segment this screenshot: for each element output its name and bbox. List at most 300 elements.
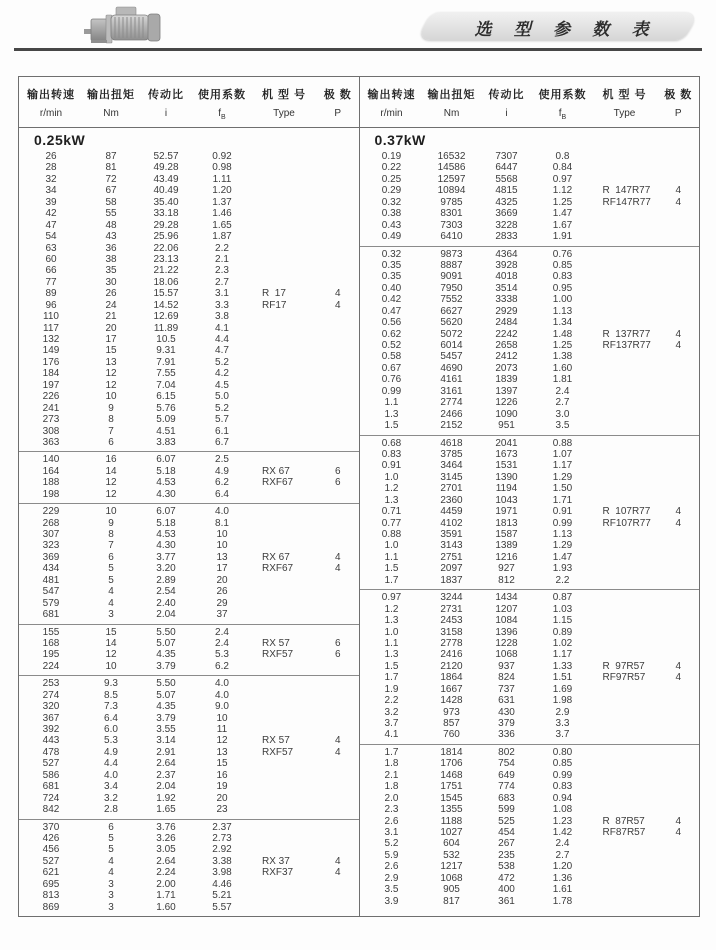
cell-ratio: 3514 xyxy=(495,282,518,294)
cell-type xyxy=(251,489,317,500)
cell-type: RXF67 xyxy=(262,477,294,489)
cell-poles: 4 xyxy=(675,196,682,208)
cell-ratio: 336 xyxy=(498,729,515,741)
cell-output-speed: 547 xyxy=(42,586,60,598)
cell-ratio: 1531 xyxy=(495,460,518,472)
cell-ratio: 1.71 xyxy=(156,890,176,902)
cell-output-torque: 6 xyxy=(108,551,114,563)
table-row xyxy=(19,627,359,638)
table-row xyxy=(19,804,359,815)
cell-service-factor: 0.84 xyxy=(552,162,573,174)
cell-type xyxy=(251,701,317,712)
cell-poles xyxy=(658,540,700,551)
table-row xyxy=(360,850,700,861)
cell-output-speed: 164 xyxy=(42,465,60,477)
cell-poles: 4 xyxy=(334,288,341,300)
cell-output-torque: 5 xyxy=(108,563,114,575)
table-row xyxy=(360,506,700,517)
cell-type xyxy=(251,586,317,597)
cell-output-torque: 1814 xyxy=(440,746,463,758)
cell-poles xyxy=(658,838,700,849)
cell-service-factor: 0.80 xyxy=(552,746,573,758)
cell-service-factor: 0.94 xyxy=(552,792,573,804)
cell-ratio: 1587 xyxy=(495,529,518,540)
cell-output-speed: 308 xyxy=(42,425,60,437)
cell-type xyxy=(592,770,658,781)
cell-ratio: 631 xyxy=(498,695,515,707)
header-rule xyxy=(14,48,702,51)
table-row xyxy=(360,283,700,294)
cell-poles xyxy=(317,890,359,901)
cell-output-speed: 0.77 xyxy=(381,517,402,529)
cell-poles xyxy=(658,707,700,718)
cell-output-speed: 2.3 xyxy=(384,804,399,816)
table-row xyxy=(19,380,359,391)
cell-poles xyxy=(658,758,700,769)
table-row xyxy=(19,822,359,833)
cell-output-torque: 1667 xyxy=(440,683,463,695)
cell-poles xyxy=(317,231,359,242)
cell-poles xyxy=(317,185,359,196)
cell-type xyxy=(251,174,317,185)
cell-type xyxy=(592,884,658,895)
cell-poles xyxy=(658,495,700,506)
cell-service-factor: 0.98 xyxy=(212,162,232,174)
cell-output-torque: 7 xyxy=(108,540,114,552)
table-row xyxy=(360,672,700,683)
cell-poles xyxy=(317,518,359,529)
cell-output-torque: 5 xyxy=(108,844,114,856)
cell-ratio: 538 xyxy=(498,861,515,873)
cell-output-speed: 0.99 xyxy=(381,385,402,397)
cell-ratio: 3.77 xyxy=(156,551,176,563)
cell-output-torque: 67 xyxy=(105,185,117,197)
cell-ratio: 1.65 xyxy=(156,804,176,816)
cell-type xyxy=(592,747,658,758)
cell-output-torque: 3 xyxy=(108,878,114,890)
cell-output-torque: 9091 xyxy=(440,271,463,283)
cell-output-torque: 3 xyxy=(108,901,114,913)
cell-service-factor: 1.20 xyxy=(552,861,573,873)
cell-ratio: 1090 xyxy=(495,408,518,420)
cell-ratio: 2.91 xyxy=(156,746,176,758)
cell-service-factor: 5.21 xyxy=(212,890,232,902)
table-row xyxy=(19,185,359,196)
cell-ratio: 35.40 xyxy=(153,196,179,208)
cell-service-factor: 2.1 xyxy=(215,253,229,265)
cell-output-speed: 0.32 xyxy=(381,196,402,208)
cell-poles xyxy=(658,294,700,305)
cell-service-factor: 1.23 xyxy=(552,815,573,827)
table-row xyxy=(19,879,359,890)
cell-ratio: 6447 xyxy=(495,162,518,174)
table-row xyxy=(19,649,359,660)
cell-output-speed: 110 xyxy=(43,311,59,323)
cell-ratio: 2.00 xyxy=(156,878,176,890)
cell-ratio: 2.89 xyxy=(156,574,176,586)
cell-service-factor: 10 xyxy=(216,712,228,724)
cell-output-torque: 12 xyxy=(105,649,117,661)
cell-output-torque: 6627 xyxy=(440,305,463,317)
cell-output-speed: 307 xyxy=(42,529,60,540)
table-row xyxy=(19,856,359,867)
cell-type xyxy=(592,495,658,506)
cell-output-torque: 7950 xyxy=(440,282,463,294)
cell-output-torque: 905 xyxy=(443,884,460,896)
cell-ratio: 23.13 xyxy=(153,253,179,265)
cell-ratio: 12.69 xyxy=(153,311,179,323)
table-row xyxy=(19,311,359,322)
cell-poles xyxy=(317,437,359,448)
table-row xyxy=(360,294,700,305)
cell-ratio: 802 xyxy=(498,746,515,758)
table-row xyxy=(19,735,359,746)
cell-output-torque: 1188 xyxy=(440,815,463,827)
cell-ratio: 5.50 xyxy=(156,678,176,690)
cell-type xyxy=(592,793,658,804)
table-row xyxy=(360,770,700,781)
cell-poles xyxy=(317,833,359,844)
cell-type xyxy=(592,386,658,397)
cell-type xyxy=(592,231,658,242)
cell-ratio: 7.91 xyxy=(156,356,176,368)
table-row xyxy=(360,249,700,260)
cell-service-factor: 1.37 xyxy=(212,196,232,208)
table-row xyxy=(360,758,700,769)
cell-output-torque: 6410 xyxy=(440,231,463,243)
cell-type xyxy=(592,627,658,638)
cell-service-factor: 2.4 xyxy=(555,838,570,850)
cell-output-torque: 10 xyxy=(105,506,117,518)
cell-output-torque: 7 xyxy=(108,425,114,437)
cell-ratio: 1971 xyxy=(495,506,518,518)
cell-service-factor: 2.7 xyxy=(555,397,570,409)
cell-service-factor: 11 xyxy=(216,724,228,735)
cell-type xyxy=(251,437,317,448)
table-row xyxy=(360,306,700,317)
cell-type xyxy=(592,208,658,219)
table-section xyxy=(19,675,359,818)
cell-service-factor: 2.3 xyxy=(215,265,229,277)
cell-poles xyxy=(317,713,359,724)
cell-ratio: 3.76 xyxy=(156,821,176,833)
cell-ratio: 1226 xyxy=(495,397,518,409)
cell-output-speed: 140 xyxy=(42,454,60,466)
table-row xyxy=(19,758,359,769)
cell-poles xyxy=(658,271,700,282)
cell-type xyxy=(592,804,658,815)
cell-output-torque: 4459 xyxy=(440,506,463,518)
cell-type xyxy=(592,707,658,718)
table-row xyxy=(360,151,700,162)
cell-output-speed: 869 xyxy=(42,901,60,913)
cell-type xyxy=(592,529,658,540)
cell-type xyxy=(251,713,317,724)
cell-type xyxy=(251,220,317,231)
cell-output-torque: 87 xyxy=(105,151,117,162)
cell-type xyxy=(592,472,658,483)
table-section xyxy=(360,246,700,435)
cell-ratio: 7.04 xyxy=(156,379,176,391)
cell-service-factor: 4.46 xyxy=(212,878,232,890)
cell-poles xyxy=(658,249,700,260)
cell-ratio: 22.06 xyxy=(153,242,179,254)
power-label-037kw: 0.37kW xyxy=(374,132,426,148)
cell-output-torque: 1751 xyxy=(440,781,463,793)
cell-type xyxy=(251,403,317,414)
table-row xyxy=(360,884,700,895)
cell-poles xyxy=(658,873,700,884)
header-service-factor: 使用系数 $f_B$ xyxy=(538,89,587,121)
cell-poles: 6 xyxy=(334,465,341,477)
cell-output-torque: 3143 xyxy=(440,540,463,552)
cell-output-torque: 604 xyxy=(443,838,460,850)
cell-type: RF87R57 xyxy=(602,826,646,838)
cell-output-speed: 0.68 xyxy=(381,437,402,449)
sections-037kw xyxy=(360,149,700,910)
cell-type: R 137R77 xyxy=(602,328,651,340)
cell-type xyxy=(251,770,317,781)
cell-service-factor: 10 xyxy=(216,529,228,540)
cell-poles xyxy=(658,781,700,792)
cell-output-speed: 3.1 xyxy=(384,826,399,838)
cell-service-factor: 3.1 xyxy=(215,288,229,300)
cell-ratio: 2658 xyxy=(495,340,518,351)
cell-service-factor: 5.0 xyxy=(215,391,229,403)
cell-output-torque: 43 xyxy=(105,231,117,243)
cell-type xyxy=(592,540,658,551)
cell-output-speed: 813 xyxy=(42,890,60,902)
column-header xyxy=(360,77,700,128)
cell-output-speed: 481 xyxy=(42,574,60,586)
cell-type xyxy=(251,311,317,322)
cell-output-speed: 4.1 xyxy=(384,729,399,741)
cell-output-torque: 3 xyxy=(108,890,114,902)
cell-poles xyxy=(658,729,700,740)
cell-output-speed: 0.19 xyxy=(381,151,402,162)
cell-output-torque: 7303 xyxy=(440,219,463,231)
cell-output-torque: 8301 xyxy=(440,208,463,220)
cell-service-factor: 1.47 xyxy=(552,551,573,563)
cell-ratio: 824 xyxy=(498,672,515,684)
cell-output-speed: 26 xyxy=(45,151,57,162)
cell-poles xyxy=(317,265,359,276)
cell-output-speed: 0.35 xyxy=(381,271,402,283)
cell-output-speed: 0.58 xyxy=(381,351,402,363)
cell-output-torque: 4161 xyxy=(440,374,463,386)
cell-type xyxy=(251,334,317,345)
cell-output-speed: 1.0 xyxy=(384,626,399,638)
cell-output-speed: 28 xyxy=(45,162,57,174)
table-row xyxy=(19,403,359,414)
cell-service-factor: 2.7 xyxy=(555,849,570,861)
cell-ratio: 2.54 xyxy=(156,586,176,598)
table-row xyxy=(360,162,700,173)
cell-output-torque: 3464 xyxy=(440,460,463,472)
cell-type xyxy=(251,690,317,701)
cell-type xyxy=(592,483,658,494)
cell-type xyxy=(592,306,658,317)
cell-ratio: 649 xyxy=(498,769,515,781)
cell-type xyxy=(251,277,317,288)
cell-output-torque: 2416 xyxy=(440,649,463,661)
table-row xyxy=(360,409,700,420)
cell-service-factor: 1.07 xyxy=(552,448,573,460)
cell-output-speed: 274 xyxy=(42,689,60,701)
cell-ratio: 599 xyxy=(498,804,515,816)
table-row xyxy=(19,220,359,231)
cell-service-factor: 1.67 xyxy=(552,219,573,231)
cell-poles xyxy=(658,231,700,242)
cell-output-torque: 5 xyxy=(108,832,114,844)
cell-service-factor: 37 xyxy=(216,609,228,621)
cell-ratio: 4018 xyxy=(495,271,518,283)
cell-output-speed: 63 xyxy=(45,242,57,254)
cell-output-speed: 5.2 xyxy=(384,838,399,850)
gearbox xyxy=(91,19,108,41)
table-row xyxy=(19,265,359,276)
cell-ratio: 3.20 xyxy=(156,563,176,575)
cell-ratio: 4.35 xyxy=(156,649,176,661)
cell-output-torque: 1068 xyxy=(440,872,463,884)
table-section xyxy=(360,744,700,910)
cell-type: R 147R77 xyxy=(602,185,651,197)
cell-output-speed: 3.7 xyxy=(384,718,399,729)
cell-service-factor: 1.20 xyxy=(212,185,232,197)
cell-service-factor: 1.29 xyxy=(552,471,573,483)
cell-service-factor: 1.98 xyxy=(552,695,573,707)
table-row xyxy=(19,477,359,488)
cell-service-factor: 1.91 xyxy=(552,231,573,243)
cell-type xyxy=(592,174,658,185)
cell-output-torque: 8.5 xyxy=(104,689,118,701)
cell-ratio: 267 xyxy=(498,838,515,850)
cell-service-factor: 2.2 xyxy=(555,574,570,586)
cell-service-factor: 1.38 xyxy=(552,351,573,363)
cell-output-speed: 1.7 xyxy=(384,574,399,586)
cell-output-torque: 5457 xyxy=(440,351,463,363)
cell-output-speed: 0.56 xyxy=(381,317,402,329)
cell-poles xyxy=(658,483,700,494)
cell-ratio: 1.60 xyxy=(156,901,176,913)
cell-type xyxy=(592,552,658,563)
cell-output-torque: 6.4 xyxy=(104,712,118,724)
cell-output-speed: 320 xyxy=(42,701,60,713)
cell-type xyxy=(592,260,658,271)
cell-ratio: 2412 xyxy=(495,351,518,363)
cell-service-factor: 2.5 xyxy=(215,454,229,466)
cell-service-factor: 1.34 xyxy=(552,317,573,329)
cell-poles: 6 xyxy=(334,477,341,489)
cell-output-torque: 35 xyxy=(105,265,117,277)
cell-poles xyxy=(317,208,359,219)
cell-service-factor: 5.57 xyxy=(212,901,232,913)
table-section xyxy=(19,149,359,451)
cell-service-factor: 4.0 xyxy=(215,506,229,518)
cell-type xyxy=(251,254,317,265)
cell-ratio: 737 xyxy=(498,683,515,695)
cell-output-torque: 20 xyxy=(105,322,117,334)
cell-ratio: 49.28 xyxy=(153,162,179,174)
table-section xyxy=(360,435,700,590)
cell-ratio: 454 xyxy=(498,826,515,838)
cell-output-torque: 3161 xyxy=(440,385,463,397)
cell-type xyxy=(251,540,317,551)
table-section xyxy=(19,819,359,917)
cell-output-speed: 392 xyxy=(42,724,60,735)
cell-service-factor: 3.38 xyxy=(212,855,232,867)
cell-service-factor: 1.25 xyxy=(552,196,573,208)
cell-output-torque: 26 xyxy=(105,288,117,300)
cell-service-factor: 4.2 xyxy=(215,368,229,380)
cell-poles xyxy=(658,374,700,385)
cell-output-torque: 3145 xyxy=(440,471,463,483)
cell-service-factor: 5.2 xyxy=(215,402,229,414)
cell-output-torque: 3244 xyxy=(440,592,463,604)
cell-service-factor: 1.61 xyxy=(552,884,573,896)
cell-service-factor: 0.8 xyxy=(555,151,570,162)
cell-ratio: 1194 xyxy=(495,483,518,495)
cell-output-speed: 456 xyxy=(42,844,60,856)
cell-poles xyxy=(658,718,700,729)
cell-service-factor: 1.08 xyxy=(552,804,573,816)
cell-ratio: 1397 xyxy=(495,385,518,397)
cell-ratio: 3.05 xyxy=(156,844,176,856)
cell-poles xyxy=(658,529,700,540)
cell-output-speed: 621 xyxy=(42,867,60,879)
cell-ratio: 52.57 xyxy=(153,151,179,162)
cell-type xyxy=(251,844,317,855)
header-ratio: 传动比 i xyxy=(488,89,525,119)
table-row xyxy=(19,334,359,345)
cell-type xyxy=(251,208,317,219)
cell-service-factor: 2.4 xyxy=(555,385,570,397)
cell-service-factor: 0.76 xyxy=(552,248,573,260)
cell-type xyxy=(592,873,658,884)
cell-poles xyxy=(658,317,700,328)
cell-output-speed: 369 xyxy=(42,551,60,563)
cell-output-speed: 184 xyxy=(42,368,60,380)
cell-poles xyxy=(658,260,700,271)
cell-type xyxy=(251,162,317,173)
header-type: 机 型 号 Type xyxy=(602,89,647,119)
table-row xyxy=(19,793,359,804)
mounting-foot xyxy=(91,40,107,43)
cell-poles xyxy=(658,649,700,660)
cell-output-speed: 2.1 xyxy=(384,769,399,781)
cell-type xyxy=(251,529,317,540)
cell-ratio: 430 xyxy=(498,706,515,718)
table-column-037kw xyxy=(360,77,700,916)
cell-output-speed: 3.2 xyxy=(384,706,399,718)
cell-service-factor: 0.99 xyxy=(552,517,573,529)
cell-service-factor: 1.42 xyxy=(552,826,573,838)
cell-ratio: 5.07 xyxy=(156,689,176,701)
cell-poles xyxy=(658,770,700,781)
cell-output-torque: 7.3 xyxy=(104,701,118,713)
cell-output-speed: 0.43 xyxy=(381,219,402,231)
cell-output-speed: 1.9 xyxy=(384,683,399,695)
table-row xyxy=(19,277,359,288)
cell-service-factor: 4.1 xyxy=(215,322,229,334)
cell-output-torque: 3 xyxy=(108,609,114,621)
table-row xyxy=(360,260,700,271)
cell-poles xyxy=(658,861,700,872)
cell-output-torque: 4 xyxy=(108,867,114,879)
table-row xyxy=(19,844,359,855)
cell-type xyxy=(251,724,317,735)
cell-poles xyxy=(317,243,359,254)
